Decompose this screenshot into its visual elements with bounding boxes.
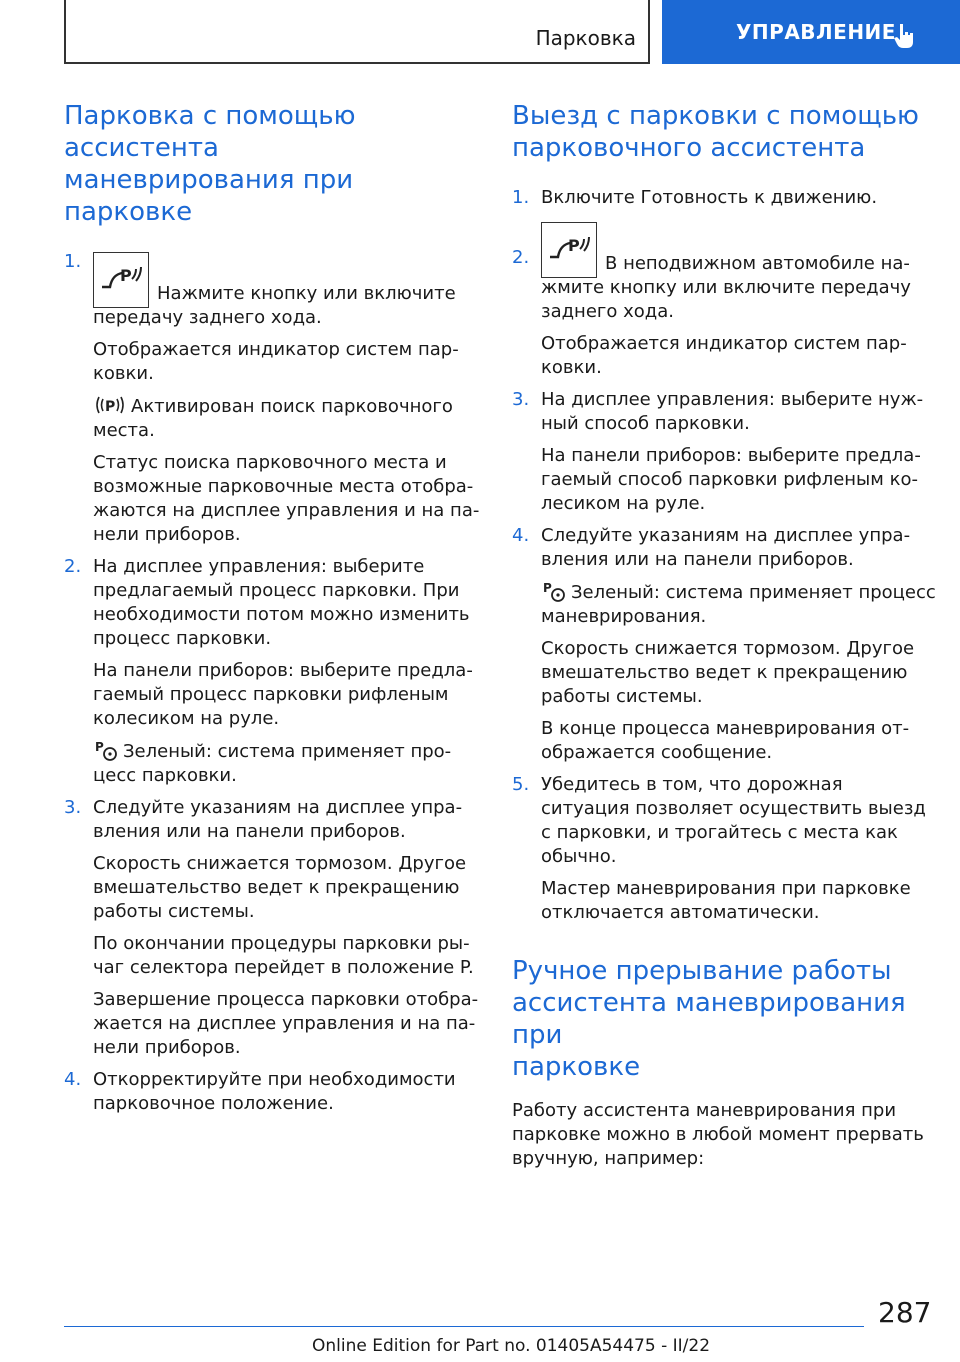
left-step-4: 4. Откорректируйте при необходимости парковочное положение. xyxy=(64,1069,456,1114)
left-column xyxy=(64,100,480,1124)
hand-pointer-icon xyxy=(894,22,916,50)
svg-text:P: P xyxy=(120,266,132,285)
svg-text:P: P xyxy=(568,236,580,255)
right-column xyxy=(512,100,936,1171)
right-step-3: 3. На дисплее управления: выберите нужный способ парковки. На панели приборов: выберите предлагаемый способ парковки рифленым колесиком на руле. xyxy=(512,389,924,514)
right-step-2: 2. P В неподвижном автомобиле нажмите кнопку или включите передачу заднего хода. Отображается индикатор систем парковки. xyxy=(512,220,936,380)
left-step-1: 1. P Нажмите кнопку или включите передачу заднего хода. Отображается индикатор систем парковки. P Активирован поиск парковочного места. Статус поиска парковочного места и возможные парковочные места отображаются на дисплее управления и на панели приборов. xyxy=(64,251,480,545)
footer-divider xyxy=(64,1326,864,1327)
right-step-5: 5. Убедитесь в том, что дорожная ситуация позволяет осуществить выезд с парковки, и трогайтесь с места как обычно. Мастер маневрирования при парковке отключается автоматически. xyxy=(512,774,926,923)
chapter-title: УПРАВЛЕНИЕ xyxy=(736,20,896,44)
park-assist-button-icon xyxy=(93,252,149,308)
svg-text:P: P xyxy=(543,581,552,595)
left-step-2: 2. На дисплее управления: выберите предлагаемый процесс парковки. При необходимости потом можно изменить процесс парковки. На панели приборов: выберите предлагаемый процесс парковки рифленым колесиком на руле. P Зеленый: система применяет процесс парковки. xyxy=(64,556,473,786)
parking-search-icon xyxy=(93,394,127,416)
chapter-tab xyxy=(662,0,960,64)
right-step-1: 1. Включите Готовность к движению. xyxy=(512,187,878,208)
left-section-heading: Парковка с помощью ассистента маневрирования при парковке xyxy=(64,101,356,227)
park-steering-icon xyxy=(93,739,119,761)
park-assist-button-icon xyxy=(541,222,597,278)
svg-text:P: P xyxy=(95,740,104,754)
manual-abort-paragraph: Работу ассистента маневрирования при парковке можно в любой момент прервать вручную, например: xyxy=(512,1100,924,1169)
page-number: 287 xyxy=(878,1296,932,1329)
park-steering-icon xyxy=(541,580,567,602)
edition-footer: Online Edition for Part no. 01405A54475 - II/22 xyxy=(312,1336,711,1356)
manual-abort-heading: Ручное прерывание работы ассистента маневрирования при парковке xyxy=(512,956,906,1082)
right-section-heading: Выезд с парковки с помощью парковочного ассистента xyxy=(512,101,919,163)
svg-text:P: P xyxy=(105,399,116,415)
section-title: Парковка xyxy=(535,26,636,50)
right-step-4: 4. Следуйте указаниям на дисплее управления или на панели приборов. P Зеленый: система применяет процесс маневрирования. Скорость снижается тормозом. Другое вмешательство ведет к прекращению работы системы. В конце процесса маневрирования отображается сообщение. xyxy=(512,525,936,763)
left-step-3: 3. Следуйте указаниям на дисплее управления или на панели приборов. Скорость снижается тормозом. Другое вмешательство ведет к прекращению работы системы. По окончании процедуры парковки рычаг селектора перейдет в положение P. Завершение процесса парковки отображается на дисплее управления и на панели приборов. xyxy=(64,797,479,1058)
header-section-box xyxy=(64,0,650,64)
